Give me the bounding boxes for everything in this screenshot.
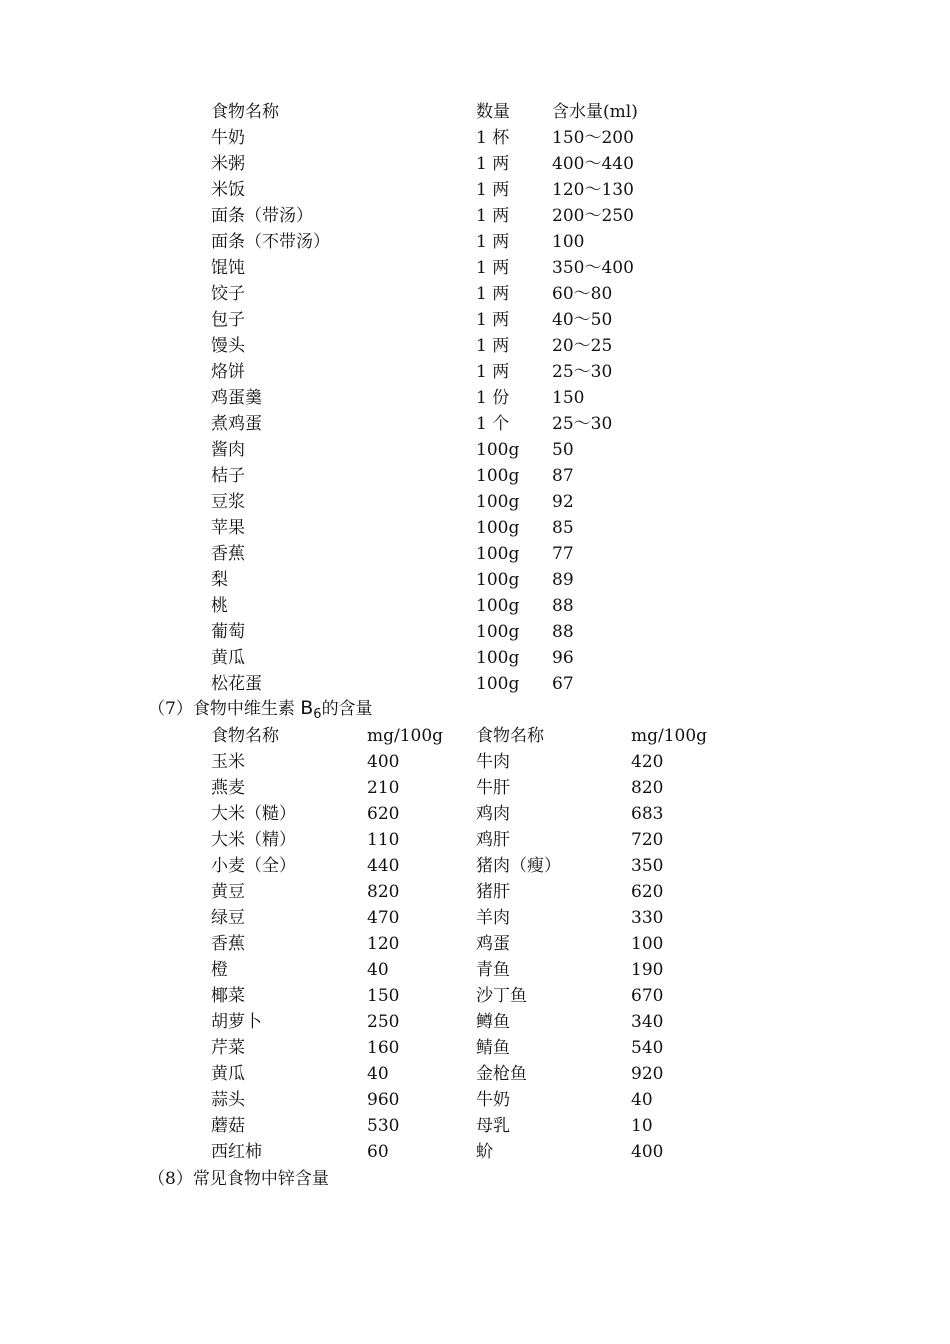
table-cell: 25～30 bbox=[552, 414, 613, 434]
column-header: 食物名称 bbox=[476, 726, 544, 746]
table-row bbox=[0, 255, 950, 281]
table-row bbox=[0, 1139, 950, 1165]
table-cell: 鲭鱼 bbox=[476, 1038, 510, 1058]
table-cell: 200～250 bbox=[552, 206, 634, 226]
table-cell: 青鱼 bbox=[476, 960, 510, 980]
table-cell: 20～25 bbox=[552, 336, 613, 356]
table-row bbox=[0, 541, 950, 567]
table-row bbox=[0, 827, 950, 853]
table-cell: 440 bbox=[367, 856, 400, 876]
table-cell: 470 bbox=[367, 908, 400, 928]
table-header-row bbox=[0, 99, 950, 125]
table-row bbox=[0, 177, 950, 203]
table-cell: 77 bbox=[552, 544, 574, 564]
table-cell: 蘑菇 bbox=[211, 1116, 245, 1136]
table-header-row bbox=[0, 723, 950, 749]
table-cell: 100 bbox=[631, 934, 664, 954]
table-cell: 400 bbox=[631, 1142, 664, 1162]
table-cell: 1 两 bbox=[476, 362, 510, 382]
table-cell: 小麦（全） bbox=[211, 856, 296, 876]
table-row bbox=[0, 515, 950, 541]
table-cell: 85 bbox=[552, 518, 574, 538]
table-cell: 720 bbox=[631, 830, 664, 850]
table-cell: 60～80 bbox=[552, 284, 613, 304]
table-cell: 1 两 bbox=[476, 154, 510, 174]
table-cell: 530 bbox=[367, 1116, 400, 1136]
table-cell: 面条（带汤） bbox=[211, 206, 313, 226]
table-cell: 燕麦 bbox=[211, 778, 245, 798]
table-cell: 100g bbox=[476, 596, 520, 616]
table-cell: 羊肉 bbox=[476, 908, 510, 928]
table-cell: 苹果 bbox=[211, 518, 245, 538]
table-cell: 110 bbox=[367, 830, 400, 850]
table-cell: 猪肝 bbox=[476, 882, 510, 902]
table-cell: 670 bbox=[631, 986, 664, 1006]
table-cell: 96 bbox=[552, 648, 574, 668]
table-cell: 大米（精） bbox=[211, 830, 296, 850]
table-row bbox=[0, 645, 950, 671]
table-row bbox=[0, 775, 950, 801]
table-cell: 鸡蛋 bbox=[476, 934, 510, 954]
table-cell: 40 bbox=[367, 1064, 389, 1084]
table-cell: 25～30 bbox=[552, 362, 613, 382]
table-cell: 820 bbox=[631, 778, 664, 798]
table-cell: 400～440 bbox=[552, 154, 634, 174]
table-cell: 67 bbox=[552, 674, 574, 694]
table-cell: 40 bbox=[367, 960, 389, 980]
table-cell: 100g bbox=[476, 648, 520, 668]
table-cell: 100g bbox=[476, 440, 520, 460]
table-cell: 香蕉 bbox=[211, 544, 245, 564]
table-row bbox=[0, 1035, 950, 1061]
table-cell: 50 bbox=[552, 440, 574, 460]
table-cell: 150～200 bbox=[552, 128, 634, 148]
table-row bbox=[0, 463, 950, 489]
table-cell: 1 两 bbox=[476, 258, 510, 278]
table-row bbox=[0, 229, 950, 255]
table-cell: 1 两 bbox=[476, 310, 510, 330]
table-cell: 1 两 bbox=[476, 232, 510, 252]
table-row bbox=[0, 125, 950, 151]
table-cell: 40 bbox=[631, 1090, 653, 1110]
table-cell: 120 bbox=[367, 934, 400, 954]
section-8-heading: （8）常见食物中锌含量 bbox=[148, 1169, 329, 1189]
table-cell: 西红柿 bbox=[211, 1142, 262, 1162]
table-cell: 400 bbox=[367, 752, 400, 772]
table-cell: 190 bbox=[631, 960, 664, 980]
table-cell: 100g bbox=[476, 622, 520, 642]
table-cell: 母乳 bbox=[476, 1116, 510, 1136]
section-7-heading bbox=[148, 695, 373, 721]
table-cell: 620 bbox=[631, 882, 664, 902]
table-cell: 100g bbox=[476, 466, 520, 486]
column-header: 数量 bbox=[476, 102, 510, 122]
table-cell: 330 bbox=[631, 908, 664, 928]
table-cell: 1 两 bbox=[476, 284, 510, 304]
table-cell: 540 bbox=[631, 1038, 664, 1058]
table-cell: 1 个 bbox=[476, 414, 510, 434]
table-row bbox=[0, 671, 950, 697]
table-cell: 210 bbox=[367, 778, 400, 798]
vitamin-b6-label: $B_6$ bbox=[300, 697, 322, 722]
table-row bbox=[0, 801, 950, 827]
column-header: 食物名称 bbox=[211, 102, 279, 122]
table-cell: 100 bbox=[552, 232, 585, 252]
table-row bbox=[0, 333, 950, 359]
table-cell: 100g bbox=[476, 544, 520, 564]
table-cell: 40～50 bbox=[552, 310, 613, 330]
table-cell: 馒头 bbox=[211, 336, 245, 356]
table-cell: 150 bbox=[367, 986, 400, 1006]
table-row bbox=[0, 905, 950, 931]
table-cell: 100g bbox=[476, 518, 520, 538]
table-cell: 350～400 bbox=[552, 258, 634, 278]
table-row bbox=[0, 983, 950, 1009]
table-cell: 160 bbox=[367, 1038, 400, 1058]
table-cell: 89 bbox=[552, 570, 574, 590]
table-cell: 100g bbox=[476, 570, 520, 590]
table-row bbox=[0, 957, 950, 983]
table-row bbox=[0, 567, 950, 593]
table-cell: 120～130 bbox=[552, 180, 634, 200]
table-cell: 包子 bbox=[211, 310, 245, 330]
table-cell: 620 bbox=[367, 804, 400, 824]
column-header: 含水量(ml) bbox=[552, 102, 638, 122]
table-cell: 鸡蛋羹 bbox=[211, 388, 262, 408]
table-cell: 100g bbox=[476, 492, 520, 512]
table-cell: 黄豆 bbox=[211, 882, 245, 902]
table-cell: 黄瓜 bbox=[211, 648, 245, 668]
table-row bbox=[0, 879, 950, 905]
table-row bbox=[0, 1087, 950, 1113]
column-header: mg/100g bbox=[631, 726, 708, 746]
table-cell: 1 两 bbox=[476, 336, 510, 356]
table-cell: 牛奶 bbox=[476, 1090, 510, 1110]
table-cell: 420 bbox=[631, 752, 664, 772]
table-cell: 梨 bbox=[211, 570, 228, 590]
table-cell: 橙 bbox=[211, 960, 228, 980]
table-cell: 鳟鱼 bbox=[476, 1012, 510, 1032]
table-cell: 蚧 bbox=[476, 1142, 493, 1162]
section-7-suffix: 的含量 bbox=[321, 699, 373, 719]
table-cell: 340 bbox=[631, 1012, 664, 1032]
table-cell: 960 bbox=[367, 1090, 400, 1110]
table-row bbox=[0, 489, 950, 515]
table-cell: 350 bbox=[631, 856, 664, 876]
table-cell: 沙丁鱼 bbox=[476, 986, 527, 1006]
table-cell: 820 bbox=[367, 882, 400, 902]
table-cell: 150 bbox=[552, 388, 585, 408]
table-cell: 馄饨 bbox=[211, 258, 245, 278]
table-row bbox=[0, 437, 950, 463]
table-row bbox=[0, 619, 950, 645]
table-cell: 桃 bbox=[211, 596, 228, 616]
table-row bbox=[0, 749, 950, 775]
table-cell: 牛肉 bbox=[476, 752, 510, 772]
table-cell: 松花蛋 bbox=[211, 674, 262, 694]
table-cell: 饺子 bbox=[211, 284, 245, 304]
table-cell: 10 bbox=[631, 1116, 653, 1136]
table-cell: 蒜头 bbox=[211, 1090, 245, 1110]
table-cell: 1 杯 bbox=[476, 128, 510, 148]
table-cell: 1 两 bbox=[476, 180, 510, 200]
section-7-prefix: （7）食物中维生素 bbox=[148, 699, 301, 719]
table-row bbox=[0, 1113, 950, 1139]
table-cell: 猪肉（瘦） bbox=[476, 856, 561, 876]
table-row bbox=[0, 1009, 950, 1035]
table-cell: 87 bbox=[552, 466, 574, 486]
table-cell: 酱肉 bbox=[211, 440, 245, 460]
table-cell: 葡萄 bbox=[211, 622, 245, 642]
table-cell: 芹菜 bbox=[211, 1038, 245, 1058]
table-cell: 鸡肝 bbox=[476, 830, 510, 850]
table-cell: 米粥 bbox=[211, 154, 245, 174]
table-cell: 鸡肉 bbox=[476, 804, 510, 824]
column-header: mg/100g bbox=[367, 726, 444, 746]
table-row bbox=[0, 593, 950, 619]
table-cell: 250 bbox=[367, 1012, 400, 1032]
table-cell: 88 bbox=[552, 596, 574, 616]
table-cell: 60 bbox=[367, 1142, 389, 1162]
table-row bbox=[0, 1061, 950, 1087]
table-cell: 玉米 bbox=[211, 752, 245, 772]
table-cell: 绿豆 bbox=[211, 908, 245, 928]
table-cell: 牛肝 bbox=[476, 778, 510, 798]
table-row bbox=[0, 411, 950, 437]
table-cell: 米饭 bbox=[211, 180, 245, 200]
table-cell: 豆浆 bbox=[211, 492, 245, 512]
table-cell: 1 份 bbox=[476, 388, 510, 408]
table-cell: 金枪鱼 bbox=[476, 1064, 527, 1084]
column-header: 食物名称 bbox=[211, 726, 279, 746]
table-cell: 920 bbox=[631, 1064, 664, 1084]
table-cell: 面条（不带汤） bbox=[211, 232, 330, 252]
table-row bbox=[0, 385, 950, 411]
table-cell: 1 两 bbox=[476, 206, 510, 226]
table-cell: 煮鸡蛋 bbox=[211, 414, 262, 434]
table-row bbox=[0, 281, 950, 307]
table-cell: 黄瓜 bbox=[211, 1064, 245, 1084]
table-row bbox=[0, 307, 950, 333]
table-cell: 92 bbox=[552, 492, 574, 512]
table-row bbox=[0, 203, 950, 229]
table-cell: 桔子 bbox=[211, 466, 245, 486]
table-cell: 椰菜 bbox=[211, 986, 245, 1006]
table-cell: 胡萝卜 bbox=[211, 1012, 262, 1032]
table-row bbox=[0, 359, 950, 385]
table-row bbox=[0, 931, 950, 957]
table-cell: 烙饼 bbox=[211, 362, 245, 382]
table-cell: 大米（糙） bbox=[211, 804, 296, 824]
table-cell: 88 bbox=[552, 622, 574, 642]
table-row bbox=[0, 151, 950, 177]
table-cell: 牛奶 bbox=[211, 128, 245, 148]
table-cell: 683 bbox=[631, 804, 664, 824]
table-cell: 100g bbox=[476, 674, 520, 694]
table-row bbox=[0, 853, 950, 879]
table-cell: 香蕉 bbox=[211, 934, 245, 954]
